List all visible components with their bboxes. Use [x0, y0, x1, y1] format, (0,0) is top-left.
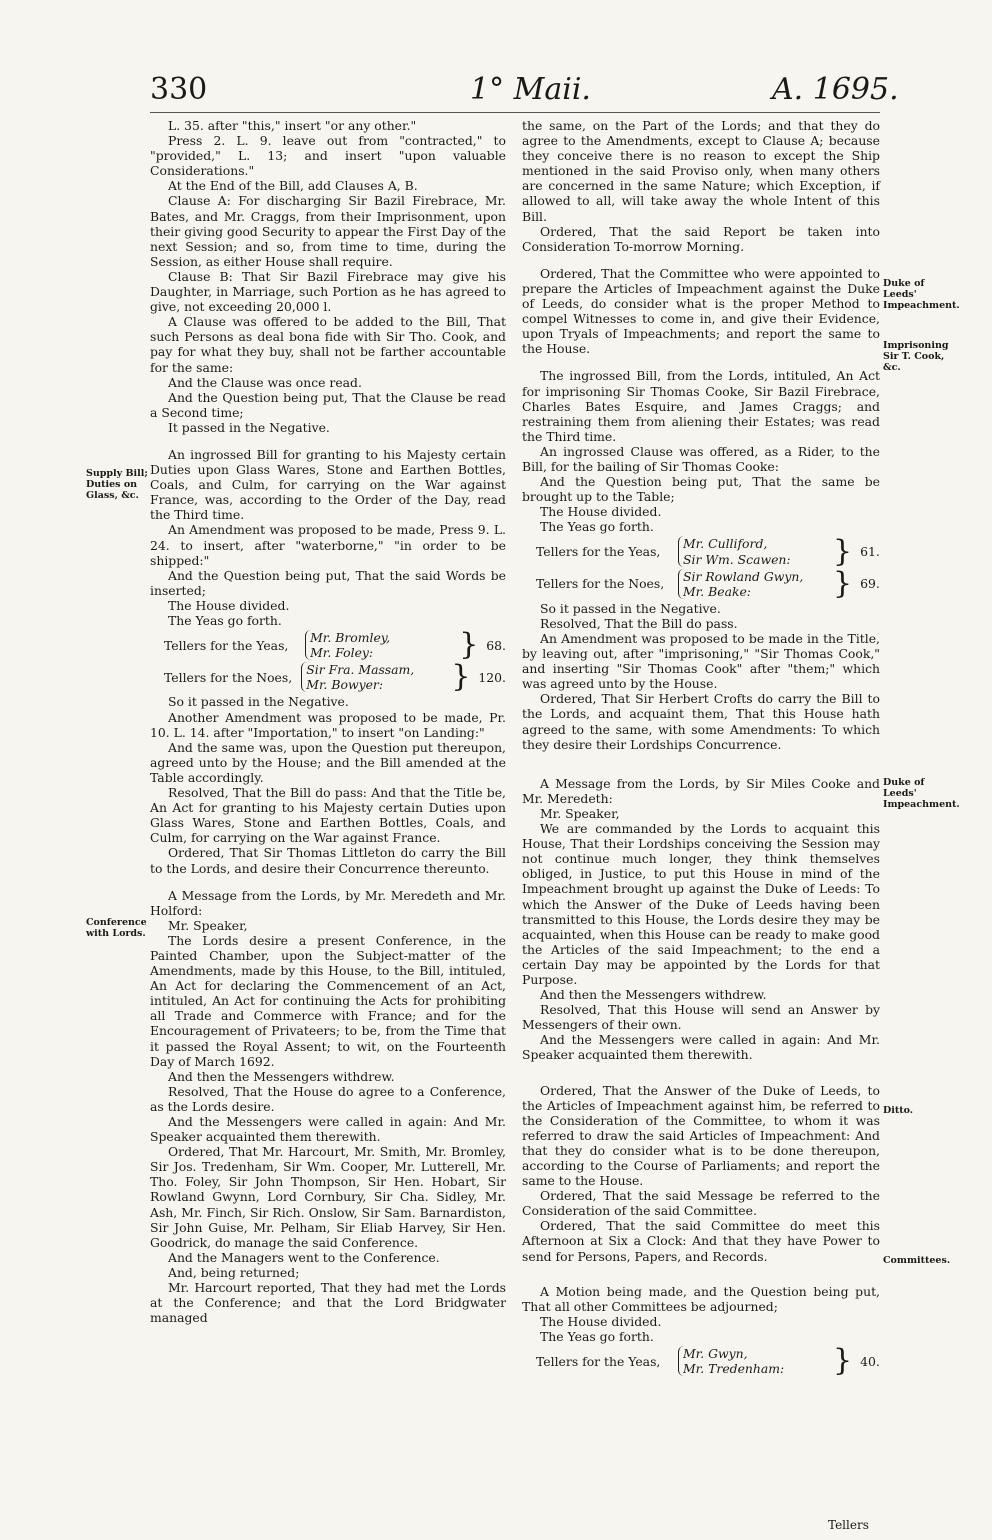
- paragraph: And then the Messengers withdrew.: [168, 1068, 395, 1084]
- margin-note-leeds-2: Duke of Leeds' Impeachment.: [883, 777, 960, 810]
- teller-name: Sir Wm. Scawen:: [683, 551, 791, 567]
- tellers-names: [678, 569, 833, 599]
- paragraph: Ordered, That the said Message be referred to the Consideration of the said Committee.: [522, 1188, 880, 1219]
- brace-glyph: }: [833, 565, 853, 601]
- margin-note-committees: Committees.: [883, 1255, 951, 1266]
- margin-note-supply: Supply Bill; Duties on Glass, &c.: [86, 468, 148, 501]
- tellers-names: [678, 1346, 833, 1376]
- paragraph: And the Messengers were called in again: And Mr. Speaker acquainted them therewith.: [522, 1032, 880, 1063]
- brace-glyph: }: [459, 627, 479, 663]
- paragraph: We are commanded by the Lords to acquaint this House, That their Lordships conceiving the Session may not continue much longer, they think themselves obliged, in Justice, to put this House in mind of the Impeachment brought up against the Duke of Leeds: To which the Answer of the Duke of Leeds having been transmitted to this House, the Lords desire they may be acquainted, when this House can be ready to make good the Articles of the said Impeachment; to the end a certain Day may be appointed by the Lords for that Purpose.: [522, 821, 880, 987]
- paragraph: The Yeas go forth.: [540, 519, 654, 535]
- paragraph: An ingrossed Clause was offered, as a Rider, to the Bill, for the bailing of Sir Thomas Cooke:: [522, 443, 880, 474]
- paragraph: And, being returned;: [168, 1264, 300, 1280]
- paragraph: Clause B: That Sir Bazil Firebrace may give his Daughter, in Marriage, such Portion as he has agreed to give, not exceeding 20,000 l.: [150, 268, 506, 315]
- page-year: A. 1695.: [772, 72, 899, 107]
- paragraph: A Clause was offered to be added to the Bill, That such Persons as deal bona fide with Sir Tho. Cook, and pay for what they buy, shall not be farther accountable for the same:: [150, 314, 506, 375]
- right-column: [522, 118, 880, 1378]
- paragraph: Resolved, That this House will send an Answer by Messengers of their own.: [522, 1002, 880, 1033]
- paragraph: Resolved, That the Bill do pass.: [540, 615, 738, 631]
- paragraph: Ordered, That Sir Thomas Littleton do carry the Bill to the Lords, and desire their Concurrence thereunto.: [150, 845, 506, 876]
- teller-count: 68.: [486, 637, 506, 653]
- left-column: [150, 118, 506, 1325]
- paragraph: And the Question being put, That the same be brought up to the Table;: [522, 474, 880, 505]
- teller-name: Mr. Gwyn,: [683, 1346, 748, 1362]
- teller-name: Mr. Culliford,: [683, 536, 768, 552]
- tellers-label: Tellers for the Noes,: [164, 669, 293, 685]
- paragraph: L. 35. after "this," insert "or any other.": [168, 118, 417, 133]
- paragraph: A Motion being made, and the Question being put, That all other Committees be adjourned;: [522, 1283, 880, 1314]
- page-number: 330: [150, 72, 208, 107]
- paragraph: And the Question being put, That the Clause be read a Second time;: [150, 389, 506, 420]
- catchword: Tellers: [828, 1518, 869, 1532]
- teller-count: 69.: [860, 576, 880, 592]
- teller-name: Mr. Bromley,: [310, 630, 391, 646]
- paragraph: Clause A: For discharging Sir Bazil Firebrace, Mr. Bates, and Mr. Craggs, from their Imprisonment, upon their giving good Security to appear the First Day of the next Session; and so, from time to time, during the Session, as either House shall require.: [150, 193, 506, 269]
- paragraph: Mr. Speaker,: [540, 805, 620, 821]
- paragraph: Ordered, That the Committee who were appointed to prepare the Articles of Impeachment against the Duke of Leeds, do consider what is the proper Method to compel Witnesses to come in, and give their Evidence, upon Tryals of Impeachments; and report the same to the House.: [522, 265, 880, 357]
- paragraph: An Amendment was proposed to be made in the Title, by leaving out, after "imprisoning," "Sir Thomas Cook," and inserting "Sir Thomas Cook" after "them;" which was agreed unto by the House.: [522, 631, 880, 692]
- paragraph: Press 2. L. 9. leave out from "contracted," to "provided," L. 13; and insert "upon valuable Considerations.": [150, 133, 506, 179]
- tellers-yeas: [164, 627, 506, 663]
- teller-name: Mr. Foley:: [310, 645, 374, 661]
- paragraph: So it passed in the Negative.: [168, 694, 349, 710]
- teller-name: Mr. Beake:: [683, 583, 751, 599]
- paragraph: And then the Messengers withdrew.: [540, 987, 767, 1003]
- teller-name: Sir Rowland Gwyn,: [683, 568, 804, 584]
- paragraph: Another Amendment was proposed to be made, Pr. 10. L. 14. after "Importation," to insert "on Landing:": [150, 709, 506, 740]
- teller-name: Sir Fra. Massam,: [306, 662, 415, 678]
- paragraph: Ordered, That Mr. Harcourt, Mr. Smith, Mr. Bromley, Sir Jos. Tredenham, Sir Wm. Cooper, Mr. Lutterell, Mr. Tho. Foley, Sir John Thompson, Sir Hen. Hobart, Sir Rowland Gwynn, Lord Cornbury, Sir Cha. Sidley, Mr. Ash, Mr. Finch, Sir Rich. Onslow, Sir Sam. Barnardiston, Sir John Guise, Mr. Pelham, Sir Eliab Harvey, Sir Hen. Goodrick, do manage the said Conference.: [150, 1144, 506, 1250]
- paragraph: And the Clause was once read.: [168, 374, 362, 390]
- paragraph: And the Question being put, That the said Words be inserted;: [150, 567, 506, 598]
- tellers-label: Tellers for the Yeas,: [164, 637, 289, 653]
- paragraph: Mr. Harcourt reported, That they had met the Lords at the Conference; and that the Lord Bridgwater managed: [150, 1280, 506, 1326]
- teller-count: 40.: [860, 1353, 880, 1369]
- margin-note-leeds-1: Duke of Leeds' Impeachment.: [883, 278, 960, 311]
- paragraph: Resolved, That the Bill do pass: And that the Title be, An Act for granting to his Majesty certain Duties upon Glass Wares, Stone and Earthen Bottles, Coals, and Culm, for carrying on the War against France.: [150, 785, 506, 846]
- paragraph: The Yeas go forth.: [540, 1328, 654, 1344]
- brace-glyph: }: [451, 659, 471, 695]
- paragraph: Ordered, That the Answer of the Duke of Leeds, to the Articles of Impeachment against him, be referred to the Consideration of the Committee, to whom it was referred to draw the said Articles of Impeachment: And that they do consider what is to be done thereupon, according to the Course of Parliaments; and report the same to the House.: [522, 1082, 880, 1189]
- tellers-label: Tellers for the Yeas,: [536, 543, 661, 559]
- paragraph: And the Managers went to the Conference.: [168, 1249, 440, 1265]
- teller-name: Mr. Tredenham:: [683, 1361, 785, 1377]
- tellers-noes: [536, 565, 880, 601]
- paragraph: The House divided.: [168, 597, 290, 613]
- teller-count: 61.: [860, 543, 880, 559]
- paragraph: Ordered, That Sir Herbert Crofts do carry the Bill to the Lords, and acquaint them, That this House hath agreed to the same, with some Amendments: To which they desire their Lordships Concurrence.: [522, 691, 880, 752]
- paragraph: Mr. Speaker,: [168, 917, 248, 933]
- header-rule: [150, 112, 880, 113]
- paragraph: Resolved, That the House do agree to a Conference, as the Lords desire.: [150, 1083, 506, 1114]
- paragraph: the same, on the Part of the Lords; and that they do agree to the Amendments, except to Clause A; because they conceive there is no reason to except the Ship mentioned in the said Proviso only, when many others are concerned in the same Nature; which Exception, if allowed to all, will take away the whole Intent of this Bill.: [522, 118, 880, 224]
- tellers-noes: [164, 659, 506, 695]
- brace-glyph: }: [833, 533, 853, 569]
- paragraph: An Amendment was proposed to be made, Press 9. L. 24. to insert, after "waterborne," "in order to be shipped:": [150, 522, 506, 568]
- paragraph: The House divided.: [540, 504, 662, 520]
- tellers-names: [301, 662, 451, 692]
- tellers-label: Tellers for the Noes,: [536, 576, 665, 592]
- margin-note-imprisoning: Imprisoning Sir T. Cook, &c.: [883, 340, 949, 373]
- tellers-label: Tellers for the Yeas,: [536, 1353, 661, 1369]
- paragraph: And the same was, upon the Question put thereupon, agreed unto by the House; and the Bill amended at the Table accordingly.: [150, 739, 506, 785]
- paragraph: Ordered, That the said Committee do meet this Afternoon at Six a Clock: And that they have Power to send for Persons, Papers, and Records.: [522, 1218, 880, 1264]
- paragraph: A Message from the Lords, by Sir Miles Cooke and Mr. Meredeth:: [522, 775, 880, 806]
- paragraph: At the End of the Bill, add Clauses A, B.: [168, 178, 418, 194]
- paragraph: It passed in the Negative.: [168, 419, 330, 435]
- paragraph: The ingrossed Bill, from the Lords, intituled, An Act for imprisoning Sir Thomas Cooke, Sir Bazil Firebrace, Charles Bates Esquire, and James Craggs; and restraining them from aliening their Estates; was read the Third time.: [522, 368, 880, 444]
- brace-glyph: }: [833, 1343, 853, 1379]
- page-date: 1° Maii.: [470, 72, 591, 107]
- paragraph: The Lords desire a present Conference, in the Painted Chamber, upon the Subject-matter of the Amendments, made by this House, to the Bill, intituled, An Act for declaring the Commencement of an Act, intituled, An Act for continuing the Acts for prohibiting all Trade and Commerce with France; and for the Encouragement of Privateers; to be, from the Time that it passed the Royal Assent; to wit, on the Fourteenth Day of March 1692.: [150, 932, 506, 1069]
- paragraph: And the Messengers were called in again: And Mr. Speaker acquainted them therewith.: [150, 1114, 506, 1145]
- margin-note-ditto: Ditto.: [883, 1105, 914, 1116]
- teller-name: Mr. Bowyer:: [306, 677, 384, 693]
- teller-count: 120.: [478, 669, 506, 685]
- paragraph: An ingrossed Bill for granting to his Majesty certain Duties upon Glass Wares, Stone and Earthen Bottles, Coals, and Culm, for carrying on the War against France, was, according to the Order of the Day, read the Third time.: [150, 446, 506, 523]
- tellers-names: [305, 630, 459, 660]
- margin-note-conference: Conference with Lords.: [86, 917, 147, 939]
- tellers-names: [678, 536, 833, 566]
- paragraph: Ordered, That the said Report be taken into Consideration To-morrow Morning.: [522, 223, 880, 254]
- tellers-yeas: [536, 533, 880, 569]
- paragraph: The Yeas go forth.: [168, 613, 282, 628]
- paragraph: So it passed in the Negative.: [540, 600, 721, 616]
- paragraph: The House divided.: [540, 1313, 662, 1329]
- paragraph: A Message from the Lords, by Mr. Meredeth and Mr. Holford:: [150, 887, 506, 918]
- tellers-yeas: [536, 1343, 880, 1379]
